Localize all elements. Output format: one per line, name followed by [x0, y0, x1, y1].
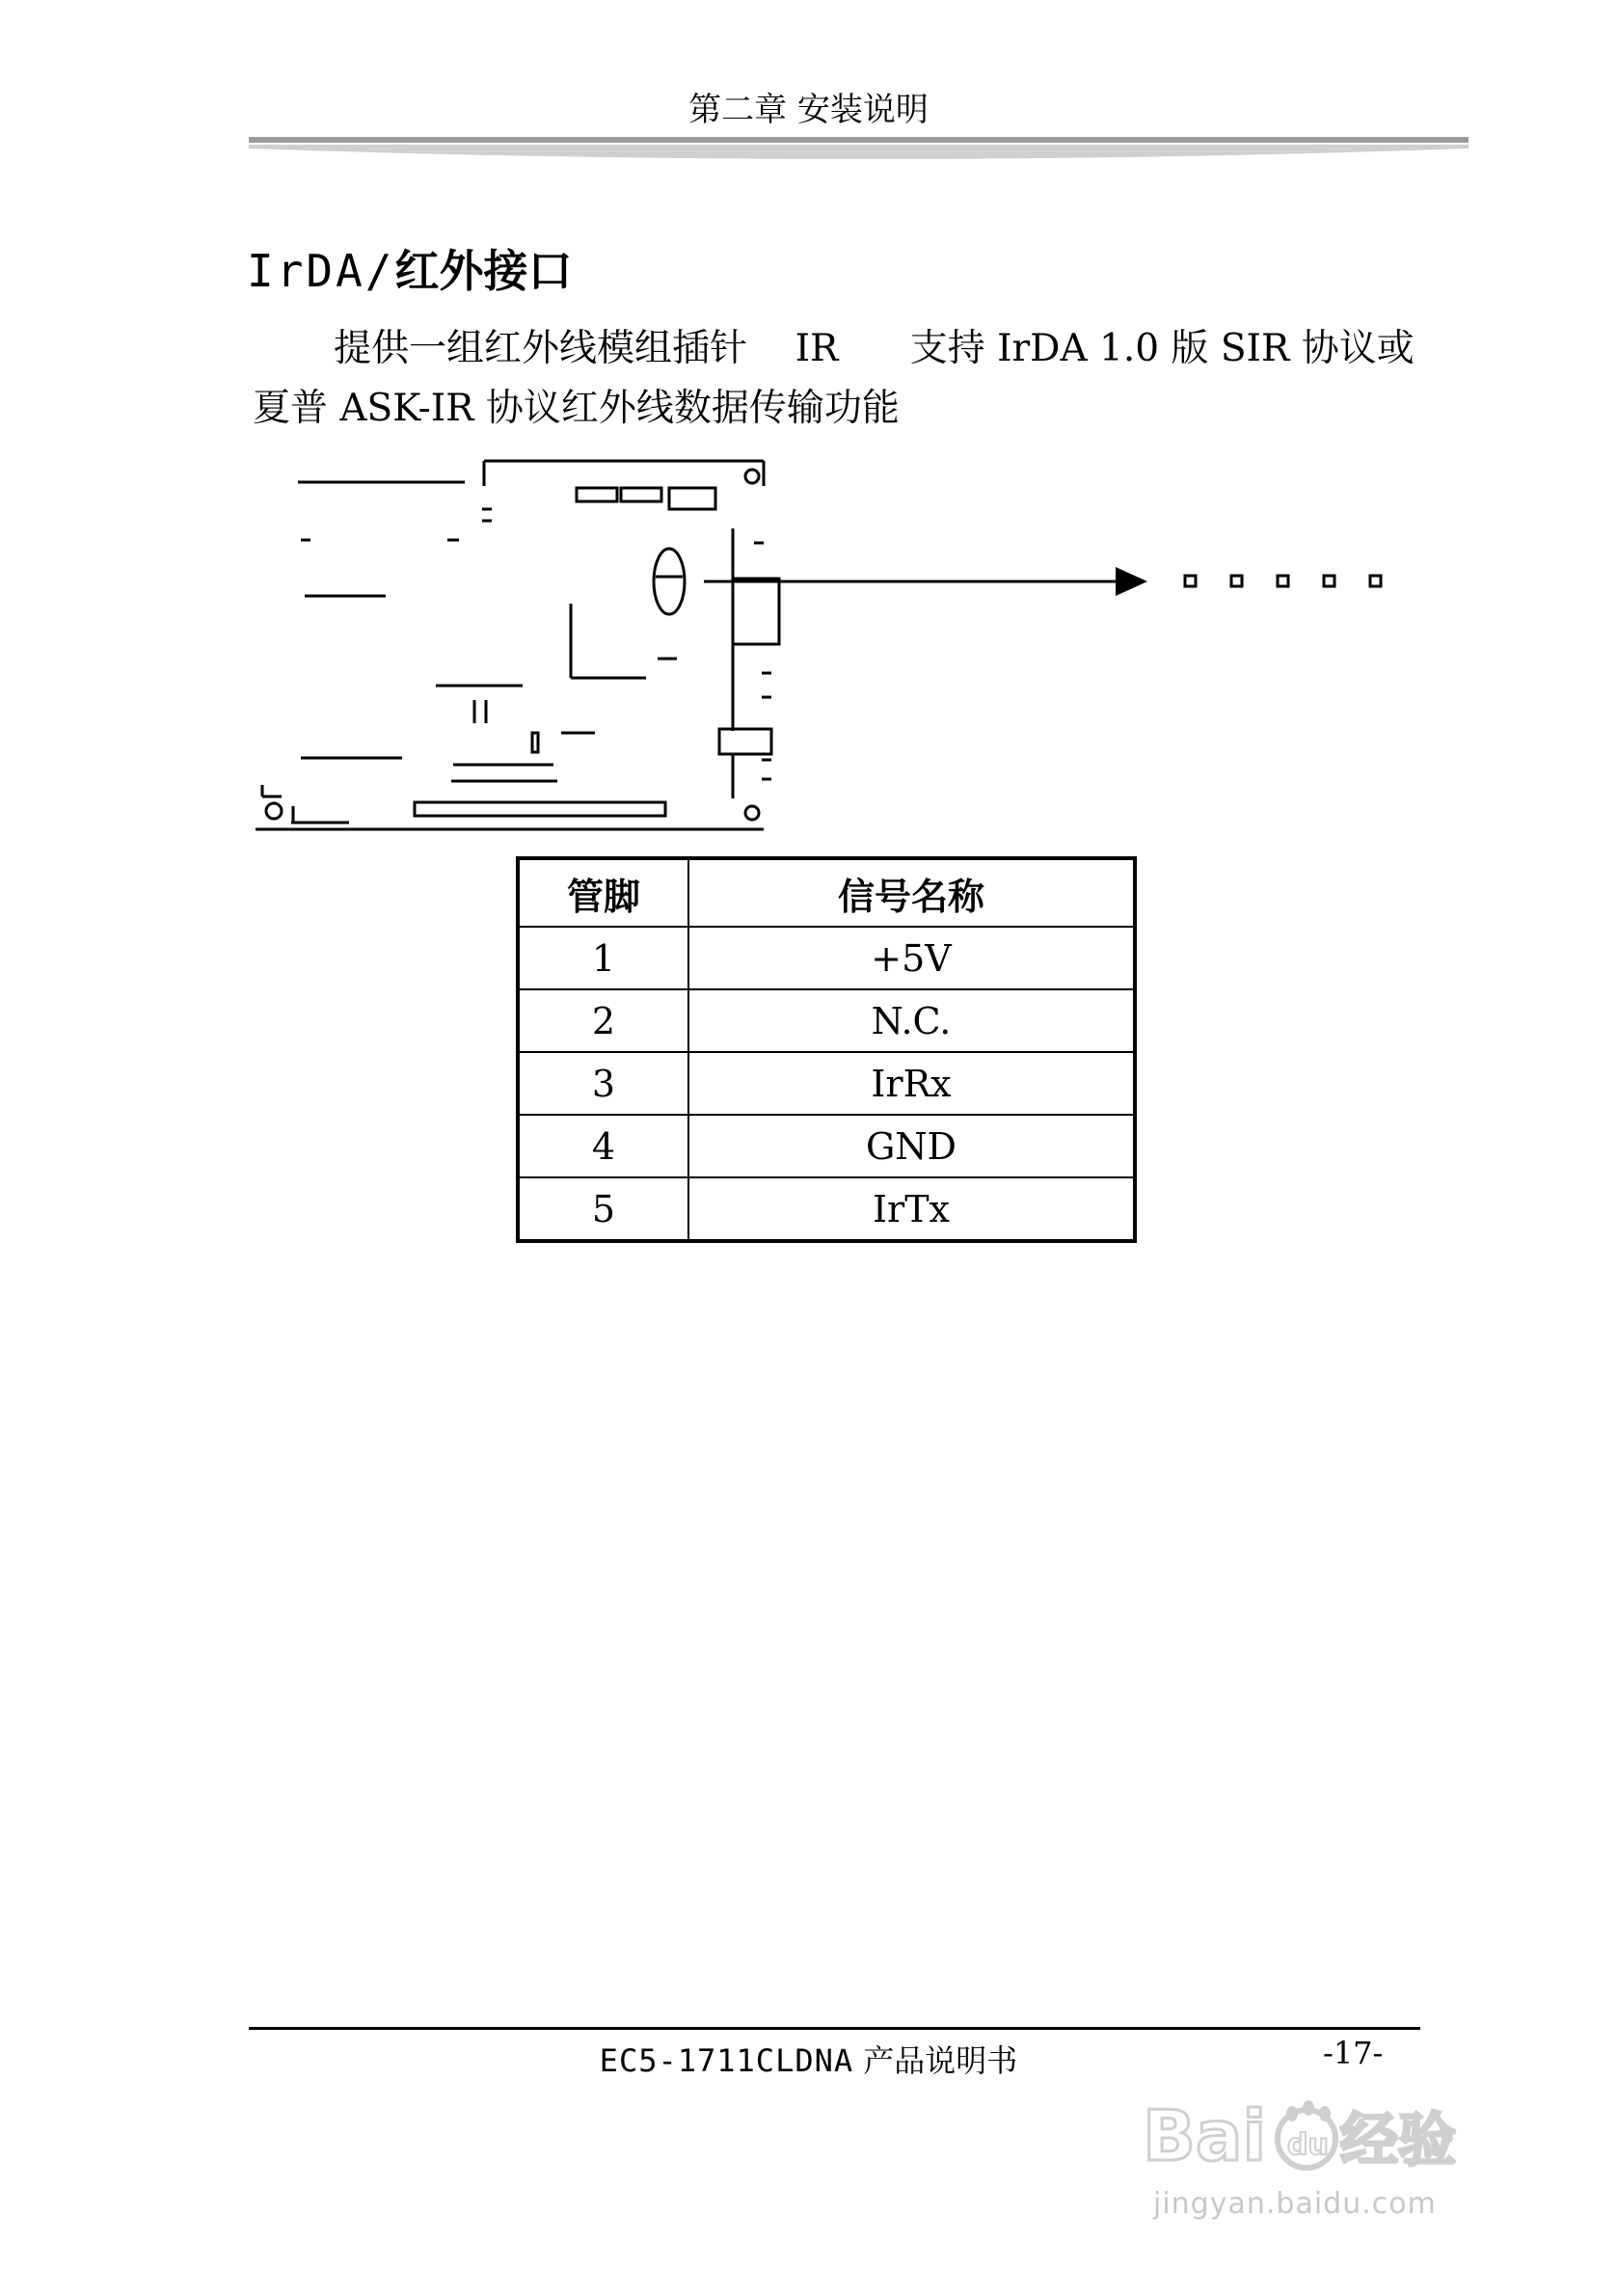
table-row: [518, 1115, 1135, 1177]
table-header-row: [518, 858, 1135, 927]
baidu-watermark-logo: [1143, 2093, 1528, 2184]
pin-number: 1: [518, 927, 688, 989]
svg-text:Bai: Bai: [1143, 2095, 1267, 2176]
table-row: [518, 1177, 1135, 1241]
watermark-url: jingyan.baidu.com: [1153, 2187, 1437, 2221]
chapter-header: 第二章 安装说明: [688, 91, 929, 129]
table-row: [518, 927, 1135, 989]
pin-number: 4: [518, 1115, 688, 1177]
signal-name: IrTx: [688, 1177, 1135, 1241]
description-line-1: 提供一组红外线模组插针 IR 支持 IrDA 1.0 版 SIR 协议或: [334, 327, 1415, 370]
signal-name: N.C.: [688, 989, 1135, 1052]
section-title-cjk: 红外接口: [394, 245, 573, 297]
footer-divider: [249, 2027, 1420, 2030]
description-line-2: 夏普 ASK-IR 协议红外线数据传输功能: [253, 387, 900, 430]
header-signal-name: 信号名称: [688, 858, 1135, 927]
page-number: -17-: [1323, 2035, 1384, 2071]
table-row: [518, 989, 1135, 1052]
svg-text:经验: 经验: [1340, 2107, 1456, 2174]
header-pin: 管脚: [518, 858, 688, 927]
pointer-arrowhead: [1116, 567, 1147, 596]
signal-name: +5V: [688, 927, 1135, 989]
product-text: 产品说明书: [853, 2042, 1018, 2079]
signal-name: IrRx: [688, 1052, 1135, 1115]
section-title-latin: IrDA/: [247, 245, 395, 297]
pin-number: 3: [518, 1052, 688, 1115]
pin-number: 5: [518, 1177, 688, 1241]
pin-number: 2: [518, 989, 688, 1052]
motherboard-diagram: [253, 451, 1410, 842]
table-row: [518, 1052, 1135, 1115]
ir-header-pins: [1185, 576, 1381, 586]
product-code: EC5-1711CLDNA: [599, 2042, 854, 2079]
signal-name: GND: [688, 1115, 1135, 1177]
header-divider: [249, 131, 1469, 170]
pin-assignment-table: [516, 856, 1137, 1243]
section-title: [247, 236, 572, 300]
svg-text:du: du: [1287, 2128, 1329, 2162]
